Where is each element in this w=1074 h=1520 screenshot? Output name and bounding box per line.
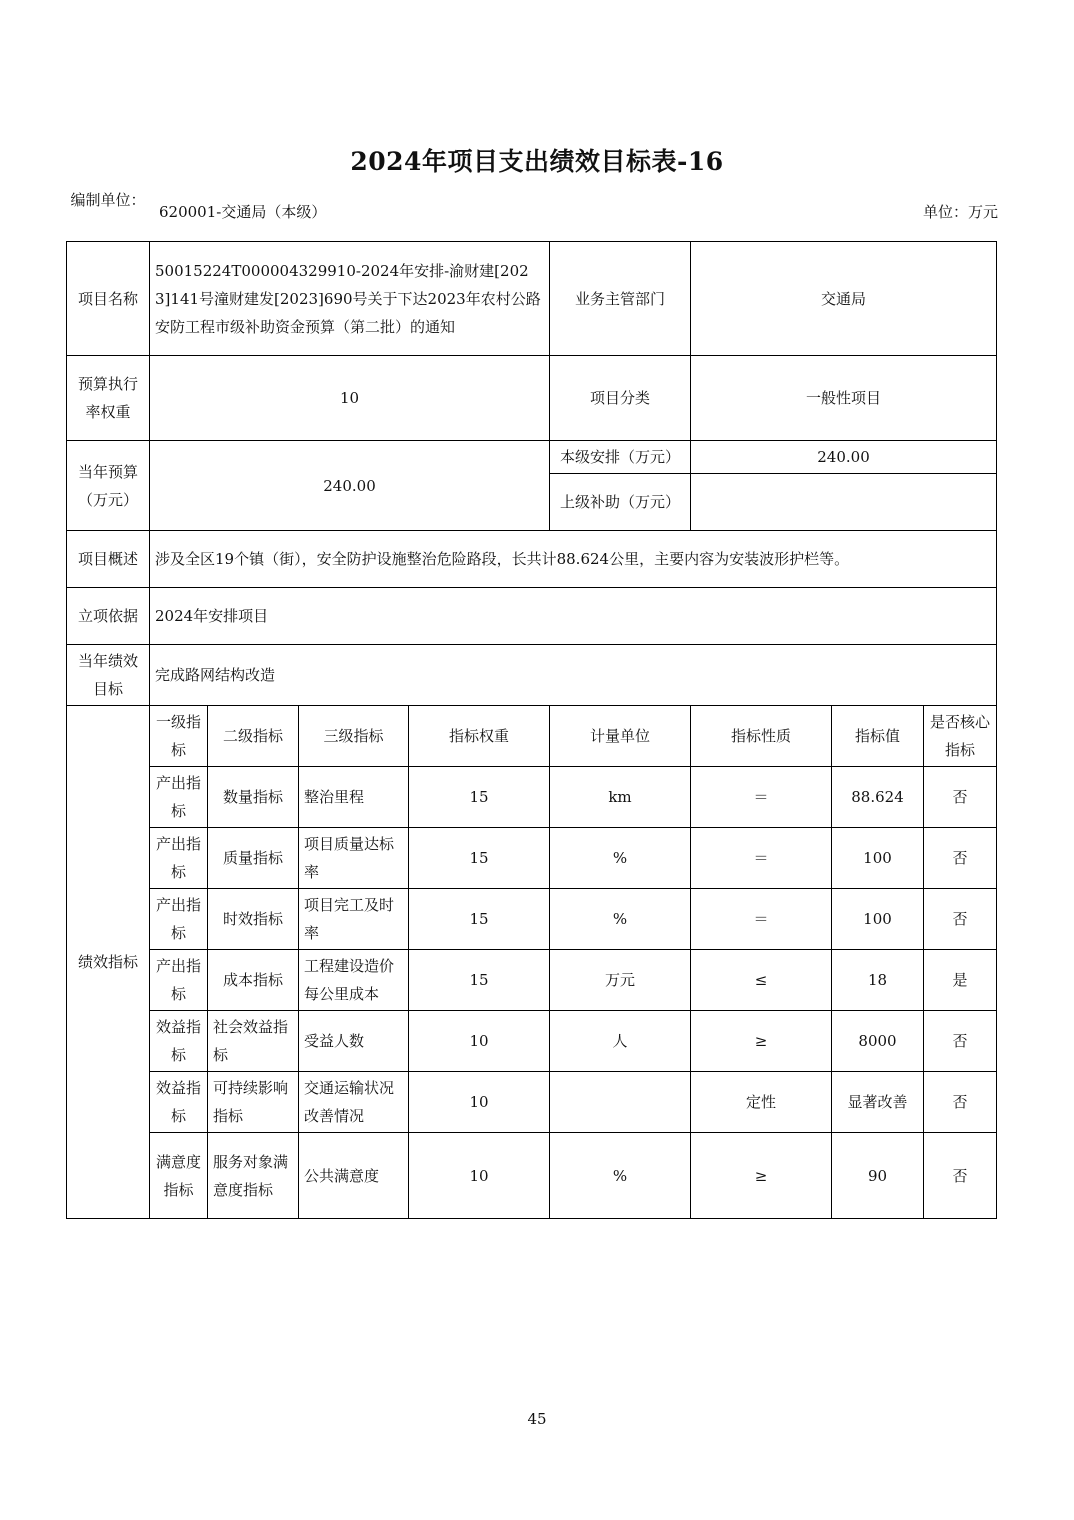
col-header: 指标值	[832, 706, 924, 767]
table-row	[67, 828, 997, 889]
header-row	[66, 188, 1008, 238]
unit-cell: %	[550, 1133, 691, 1219]
nature-cell: ＝	[691, 767, 832, 828]
weight-cell: 15	[409, 950, 550, 1011]
col-header: 三级指标	[299, 706, 409, 767]
category-label: 项目分类	[550, 356, 691, 441]
col-header: 是否核心指标	[924, 706, 997, 767]
level1-cell: 效益指标	[150, 1011, 208, 1072]
weight-cell: 10	[409, 1011, 550, 1072]
nature-cell: ＝	[691, 828, 832, 889]
dept-label: 业务主管部门	[550, 242, 691, 356]
weight-cell: 15	[409, 889, 550, 950]
level3-cell: 公共满意度	[299, 1133, 409, 1219]
nature-cell: 定性	[691, 1072, 832, 1133]
project-name-label: 项目名称	[67, 242, 150, 356]
level1-cell: 产出指标	[150, 767, 208, 828]
value-cell: 显著改善	[832, 1072, 924, 1133]
table-row	[67, 1072, 997, 1133]
dept-value: 交通局	[691, 242, 997, 356]
unit-cell: km	[550, 767, 691, 828]
org-value: 620001-交通局（本级）	[159, 203, 327, 221]
core-cell: 是	[924, 950, 997, 1011]
value-cell: 8000	[832, 1011, 924, 1072]
col-header: 一级指标	[150, 706, 208, 767]
level3-cell: 项目完工及时率	[299, 889, 409, 950]
level1-cell: 产出指标	[150, 950, 208, 1011]
local-label: 本级安排（万元）	[550, 441, 691, 474]
local-value: 240.00	[691, 441, 997, 474]
table-row	[67, 767, 997, 828]
core-cell: 否	[924, 828, 997, 889]
level2-cell: 可持续影响指标	[208, 1072, 299, 1133]
level1-cell: 效益指标	[150, 1072, 208, 1133]
weight-label: 预算执行率权重	[67, 356, 150, 441]
upper-label: 上级补助（万元）	[550, 474, 691, 531]
budget-value: 240.00	[150, 441, 550, 531]
page-title: 2024年项目支出绩效目标表-16	[350, 147, 724, 176]
summary-value: 涉及全区19个镇（街），安全防护设施整治危险路段，长共计88.624公里，主要内容为安装波形护栏等。	[150, 531, 997, 588]
unit-cell: 人	[550, 1011, 691, 1072]
col-header: 计量单位	[550, 706, 691, 767]
table-row	[67, 1011, 997, 1072]
value-cell: 90	[832, 1133, 924, 1219]
org-label: 编制单位：	[70, 191, 146, 209]
weight-cell: 10	[409, 1072, 550, 1133]
weight-cell: 15	[409, 767, 550, 828]
unit-cell: %	[550, 889, 691, 950]
value-cell: 100	[832, 889, 924, 950]
indicator-section-label: 绩效指标	[67, 706, 150, 1219]
weight-cell: 10	[409, 1133, 550, 1219]
category-value: 一般性项目	[691, 356, 997, 441]
value-cell: 88.624	[832, 767, 924, 828]
nature-cell: ≥	[691, 1011, 832, 1072]
budget-label: 当年预算（万元）	[67, 441, 150, 531]
core-cell: 否	[924, 767, 997, 828]
goal-label: 当年绩效目标	[67, 645, 150, 706]
level2-cell: 服务对象满意度指标	[208, 1133, 299, 1219]
level3-cell: 受益人数	[299, 1011, 409, 1072]
basis-value: 2024年安排项目	[150, 588, 997, 645]
basis-label: 立项依据	[67, 588, 150, 645]
col-header: 指标性质	[691, 706, 832, 767]
table-row	[67, 889, 997, 950]
table-row	[67, 1133, 997, 1219]
level2-cell: 时效指标	[208, 889, 299, 950]
level3-cell: 工程建设造价每公里成本	[299, 950, 409, 1011]
nature-cell: ≤	[691, 950, 832, 1011]
weight-value: 10	[150, 356, 550, 441]
project-name-value: 50015224T000004329910-2024年安排-渝财建[2023]141号潼财建发[2023]690号关于下达2023年农村公路安防工程市级补助资金预算（第二批）的通知	[150, 242, 550, 356]
unit-cell: 万元	[550, 950, 691, 1011]
unit-label: 单位：万元	[922, 203, 998, 221]
nature-cell: ≥	[691, 1133, 832, 1219]
core-cell: 否	[924, 1072, 997, 1133]
value-cell: 100	[832, 828, 924, 889]
level1-cell: 产出指标	[150, 889, 208, 950]
level2-cell: 质量指标	[208, 828, 299, 889]
performance-table	[66, 241, 997, 1219]
level3-cell: 项目质量达标率	[299, 828, 409, 889]
core-cell: 否	[924, 1133, 997, 1219]
value-cell: 18	[832, 950, 924, 1011]
level1-cell: 产出指标	[150, 828, 208, 889]
col-header: 二级指标	[208, 706, 299, 767]
core-cell: 否	[924, 1011, 997, 1072]
level1-cell: 满意度指标	[150, 1133, 208, 1219]
unit-cell	[550, 1072, 691, 1133]
weight-cell: 15	[409, 828, 550, 889]
level3-cell: 整治里程	[299, 767, 409, 828]
unit-cell: %	[550, 828, 691, 889]
summary-label: 项目概述	[67, 531, 150, 588]
level2-cell: 成本指标	[208, 950, 299, 1011]
col-header: 指标权重	[409, 706, 550, 767]
page-number: 45	[527, 1410, 547, 1428]
upper-value	[691, 474, 997, 531]
table-row	[67, 950, 997, 1011]
level3-cell: 交通运输状况改善情况	[299, 1072, 409, 1133]
core-cell: 否	[924, 889, 997, 950]
level2-cell: 数量指标	[208, 767, 299, 828]
nature-cell: ＝	[691, 889, 832, 950]
goal-value: 完成路网结构改造	[150, 645, 997, 706]
level2-cell: 社会效益指标	[208, 1011, 299, 1072]
